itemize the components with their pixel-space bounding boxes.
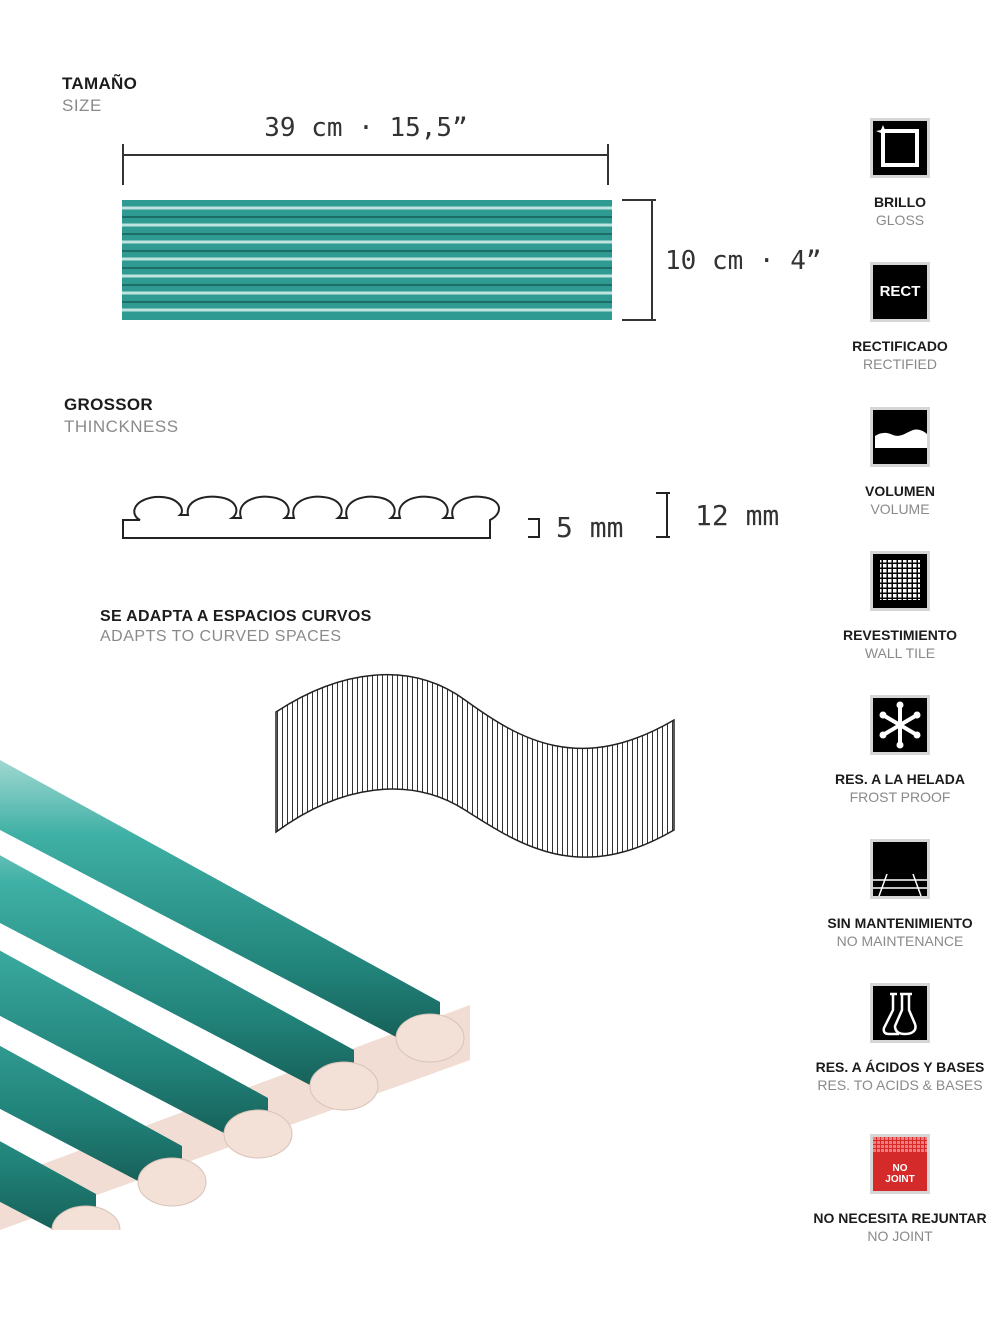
no-joint-icon-text-1: NO <box>892 1163 908 1174</box>
wall-tile-icon <box>870 551 930 611</box>
size-subtitle: SIZE <box>62 96 102 115</box>
feature-sublabel: RECTIFIED <box>863 356 937 372</box>
feature-label: RECTIFICADO <box>852 338 948 354</box>
width-dimension: 10 cm · 4” <box>665 246 822 276</box>
thickness-subtitle: THINCKNESS <box>64 417 179 436</box>
tile-size-drawing <box>110 140 670 330</box>
no-joint-icon-text-2: JOINT <box>885 1174 915 1185</box>
feature-rectified <box>810 262 990 372</box>
feature-sublabel: NO JOINT <box>867 1228 933 1244</box>
feature-frost-proof <box>810 695 990 805</box>
rectified-icon <box>870 262 930 322</box>
feature-sublabel: VOLUME <box>870 501 930 517</box>
thin-thickness: 5 mm <box>556 511 624 544</box>
feature-acids-bases <box>810 983 990 1093</box>
feature-no-joint <box>810 1134 990 1244</box>
total-thickness: 12 mm <box>695 499 780 532</box>
feature-label: REVESTIMIENTO <box>842 627 958 643</box>
no-joint-icon <box>870 1134 930 1194</box>
feature-sublabel: RES. TO ACIDS & BASES <box>817 1077 983 1093</box>
rectified-icon-text: RECT <box>879 283 921 300</box>
feature-gloss <box>810 118 990 228</box>
snowflake-icon <box>870 695 930 755</box>
feature-label: BRILLO <box>873 194 927 210</box>
feature-label: SIN MANTENIMIENTO <box>827 915 973 931</box>
feature-label: VOLUMEN <box>865 483 935 499</box>
volume-icon <box>870 407 930 467</box>
gloss-icon <box>870 118 930 178</box>
thickness-title: GROSSOR <box>64 395 154 414</box>
floor-icon <box>870 839 930 899</box>
feature-sublabel: WALL TILE <box>864 645 936 661</box>
curved-subtitle: ADAPTS TO CURVED SPACES <box>100 628 342 645</box>
feature-no-maintenance <box>810 839 990 949</box>
feature-sublabel: GLOSS <box>875 212 925 228</box>
curved-title: SE ADAPTA A ESPACIOS CURVOS <box>100 608 372 625</box>
feature-label: RES. A ÁCIDOS Y BASES <box>815 1059 985 1075</box>
feature-label: NO NECESITA REJUNTAR <box>813 1210 987 1226</box>
length-dimension: 39 cm · 15,5” <box>264 113 468 143</box>
feature-sublabel: NO MAINTENANCE <box>836 933 964 949</box>
feature-sublabel: FROST PROOF <box>849 789 951 805</box>
feature-volume <box>810 407 990 517</box>
flask-icon <box>870 983 930 1043</box>
feature-wall-tile <box>810 551 990 661</box>
size-title: TAMAÑO <box>62 74 138 93</box>
tile-3d-render <box>0 740 480 1230</box>
feature-label: RES. A LA HELADA <box>835 771 965 787</box>
